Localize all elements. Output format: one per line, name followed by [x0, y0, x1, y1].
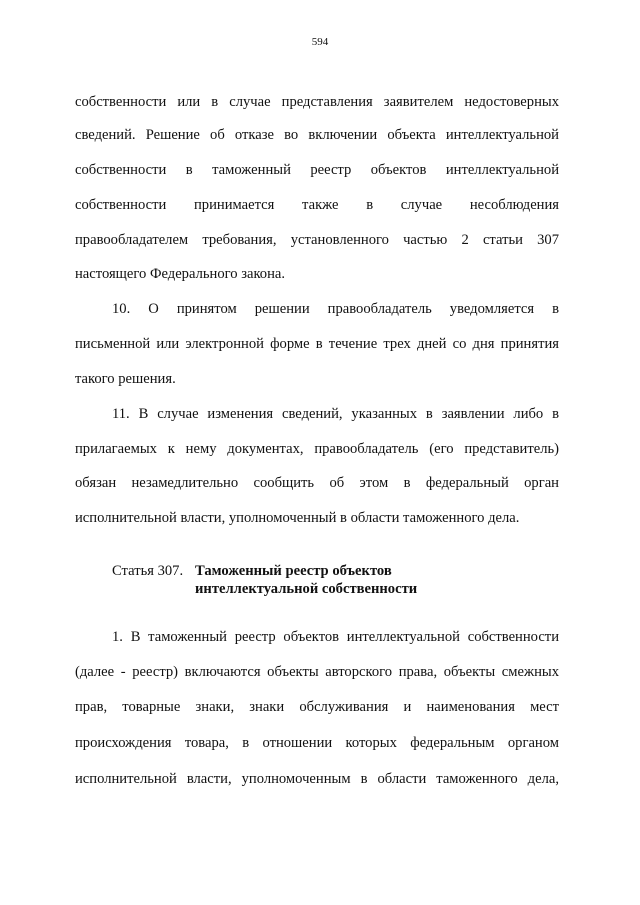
text-line: сведений. Решение об отказе во включении объекта интеллектуальной [75, 127, 559, 143]
text-line: (далее - реестр) включаются объекты авторского права, объекты смежных [75, 664, 559, 680]
paragraph-10-first-line: 10. О принятом решении правообладатель уведомляется в [112, 301, 559, 317]
text-line: настоящего Федерального закона. [75, 266, 286, 282]
text-line: собственности принимается также в случае несоблюдения [75, 197, 559, 213]
text-line: исполнительной власти, уполномоченный в области таможенного дела. [75, 510, 520, 526]
paragraph-11-first-line: 11. В случае изменения сведений, указанных в заявлении либо в [112, 406, 559, 422]
text-line: прав, товарные знаки, знаки обслуживания и наименования мест [75, 699, 559, 715]
text-line: собственности или в случае представления заявителем недостоверных [75, 94, 559, 110]
text-line: письменной или электронной форме в течение трех дней со дня принятия [75, 336, 559, 352]
text-line: правообладателем требования, установленного частью 2 статьи 307 [75, 232, 559, 248]
article-number: Статья 307. [112, 563, 184, 579]
text-line: прилагаемых к нему документах, правообладатель (его представитель) [75, 441, 559, 457]
page-number: 594 [311, 36, 329, 48]
text-line: обязан незамедлительно сообщить об этом в федеральный орган [75, 475, 559, 491]
text-line: происхождения товара, в отношении которых федеральным органом [75, 735, 559, 751]
article-title-line-2: интеллектуальной собственности [195, 581, 418, 597]
paragraph-1-first-line: 1. В таможенный реестр объектов интеллектуальной собственности [112, 629, 559, 645]
text-line: собственности в таможенный реестр объектов интеллектуальной [75, 162, 559, 178]
article-title-line-1: Таможенный реестр объектов [195, 563, 392, 579]
text-line: такого решения. [75, 371, 176, 387]
text-line: исполнительной власти, уполномоченным в области таможенного дела, [75, 771, 559, 787]
